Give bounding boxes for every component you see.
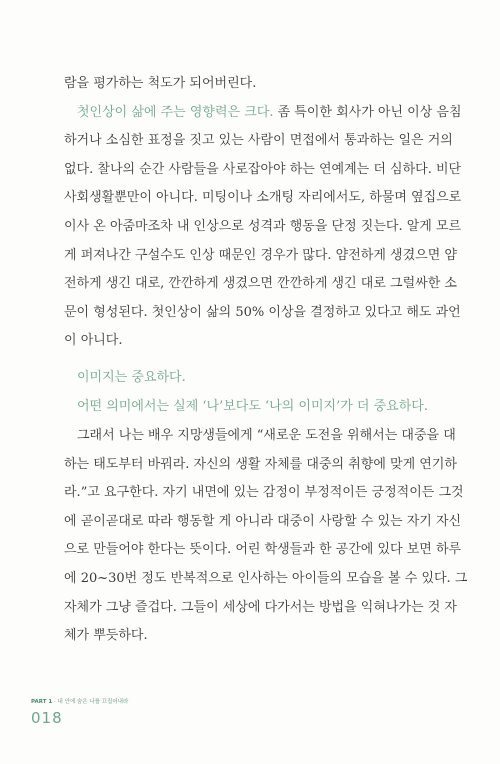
body-line: 체가 뿌듯하다. bbox=[64, 628, 148, 644]
body-line: 게 퍼져나간 구설수도 인상 때문인 경우가 많다. 얌전하게 생겼으면 얌 bbox=[64, 247, 457, 263]
body-line: 이사 온 아줌마조차 내 인상으로 성격과 행동을 단정 짓는다. 알게 모르 bbox=[64, 218, 462, 234]
body-line: 그래서 나는 배우 지망생들에게 “새로운 도전을 위해서는 대중을 대 bbox=[77, 428, 456, 443]
body-line: 전하게 생긴 대로, 깐깐하게 생겼으면 깐깐하게 생긴 대로 그럴싸한 소 bbox=[64, 276, 457, 292]
paragraph-first-impression bbox=[64, 70, 462, 356]
body-line: 람을 평가하는 척도가 되어버린다. bbox=[64, 76, 257, 91]
body-line: 자체가 그냥 즐겁다. 그들이 세상에 다가서는 방법을 익혀나가는 것 자 bbox=[64, 599, 457, 615]
highlight-heading: 어떤 의미에서는 실제 ‘나’보다도 ‘나의 이미지’가 더 중요하다. bbox=[77, 398, 428, 414]
part-separator: · bbox=[52, 699, 58, 705]
body-line: 문이 형성된다. 첫인상이 삶의 50% 이상을 결정하고 있다고 해도 과언 bbox=[64, 304, 461, 320]
paragraph-actors bbox=[64, 422, 468, 651]
highlight-block bbox=[64, 364, 434, 421]
body-line: 에 곧이곧대로 따라 행동할 게 아니라 대중이 사랑할 수 있는 자기 자신 bbox=[64, 513, 462, 529]
running-footer bbox=[31, 697, 128, 705]
highlight-phrase: 첫인상이 삶에 주는 영향력은 크다. bbox=[77, 104, 274, 120]
body-line: 사회생활뿐만이 아니다. 미팅이나 소개팅 자리에서도, 하물며 옆집으로 bbox=[64, 190, 462, 206]
body-text: 좀 특이한 회사가 아닌 이상 음침 bbox=[273, 104, 462, 120]
body-line: 라.”고 요구한다. 자기 내면에 있는 감정이 부정적이든 긍정적이든 그것 bbox=[64, 485, 464, 501]
page-number: 018 bbox=[31, 709, 63, 727]
body-line: 하거나 소심한 표정을 짓고 있는 사람이 면접에서 통과하는 일은 거의 bbox=[64, 133, 453, 149]
body-line: 으로 만들어야 한다는 뜻이다. 어린 학생들과 한 공간에 있다 보면 하루 bbox=[64, 542, 462, 558]
part-title: 내 안에 숨은 나를 끄집어내라 bbox=[57, 699, 129, 705]
highlight-heading: 이미지는 중요하다. bbox=[77, 370, 186, 385]
part-label: PART 1 bbox=[31, 699, 53, 705]
body-line bbox=[64, 99, 462, 128]
body-line: 하는 태도부터 바꿔라. 자신의 생활 자체를 대중의 취향에 맞게 연기하 bbox=[64, 456, 457, 472]
body-line: 에 20~30번 정도 반복적으로 인사하는 아이들의 모습을 볼 수 있다. 그 bbox=[64, 570, 468, 586]
body-line: 이 아니다. bbox=[64, 333, 123, 349]
body-line: 없다. 찰나의 순간 사람들을 사로잡아야 하는 연예계는 더 심하다. 비단 bbox=[64, 161, 462, 177]
